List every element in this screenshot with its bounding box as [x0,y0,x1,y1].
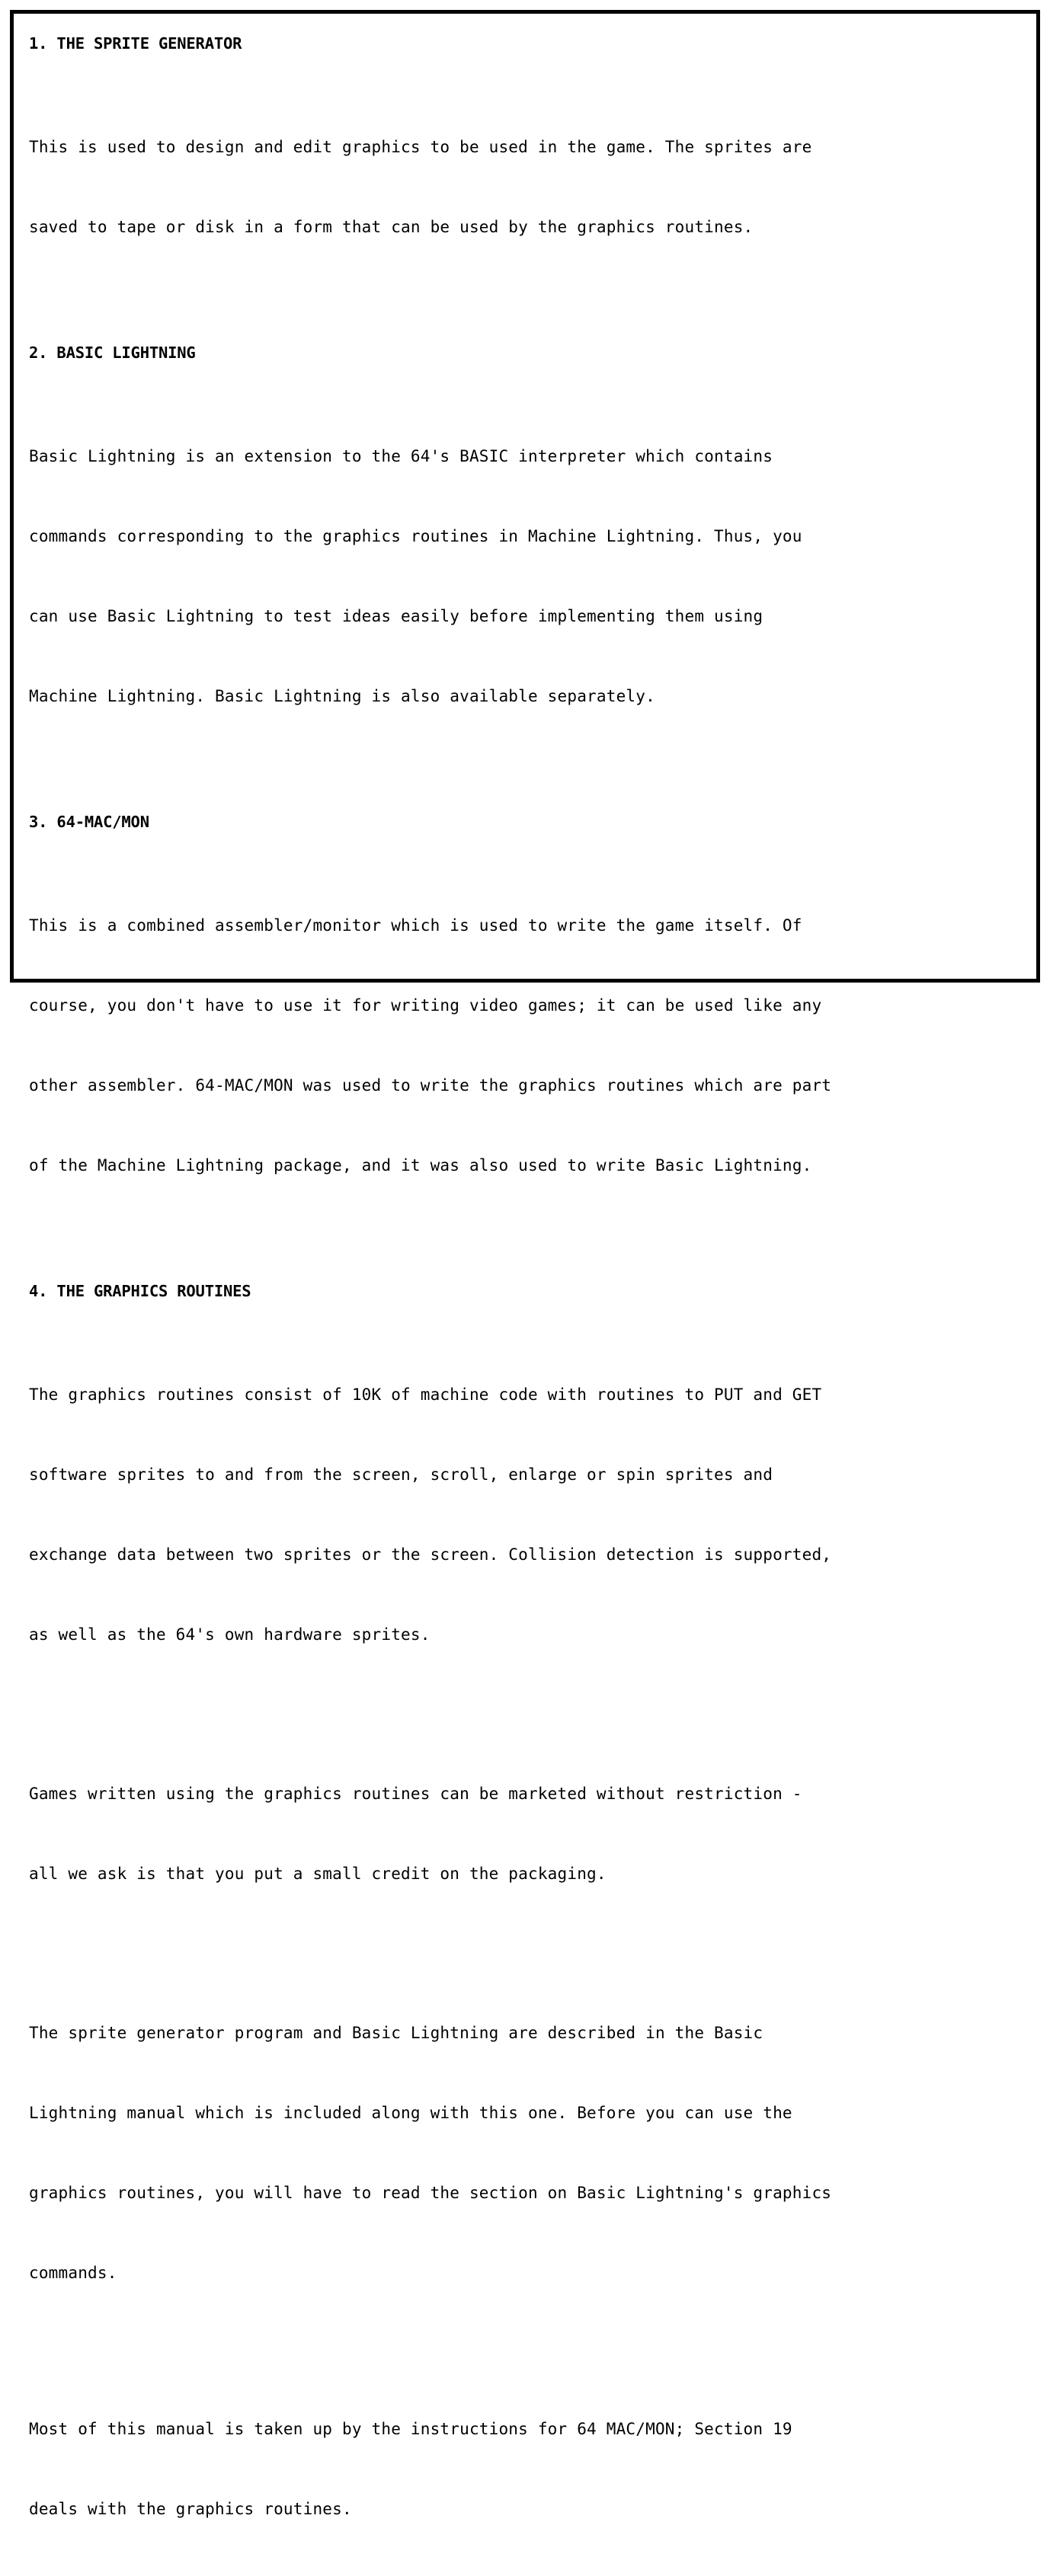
text-line: of the Machine Lightning package, and it was also used to write Basic Lightning. [29,1156,812,1175]
text-line: other assembler. 64-MAC/MON was used to write the graphics routines which are part [29,1076,832,1095]
heading-spacer [29,833,1029,859]
paragraph [29,1967,1029,2340]
text-line: commands. [29,2264,117,2282]
text-line: Games written using the graphics routines can be marketed without restriction - [29,1785,802,1803]
section-spacer [29,1232,1029,1280]
paragraph [29,859,1029,1232]
text-line: commands corresponding to the graphics routines in Machine Lightning. Thus, you [29,527,802,545]
text-line: deals with the graphics routines. [29,2500,352,2518]
section-spacer [29,294,1029,341]
section-heading: 3. 64-MAC/MON [29,813,149,831]
section-sprite-generator [29,32,1029,294]
section-spacer [29,763,1029,810]
text-line: all we ask is that you put a small credit on the packaging. [29,1865,607,1883]
heading-spacer [29,364,1029,390]
section-heading: 1. THE SPRITE GENERATOR [29,34,242,53]
paragraph [29,2363,1029,2576]
text-line: software sprites to and from the screen, scroll, enlarge or spin sprites and [29,1465,773,1484]
text-line: This is used to design and edit graphics to be used in the game. The sprites are [29,138,812,156]
paragraph-spacer [29,2340,1029,2363]
heading-spacer [29,55,1029,81]
paragraph-spacer [29,1941,1029,1967]
text-line: saved to tape or disk in a form that can be used by the graphics routines. [29,218,754,236]
text-line: as well as the 64's own hardware sprites. [29,1625,431,1644]
top-spacer [29,20,1029,32]
heading-spacer [29,1302,1029,1328]
section-basic-lightning [29,341,1029,763]
text-line: Most of this manual is taken up by the instructions for 64 MAC/MON; Section 19 [29,2420,792,2438]
section-graphics-routines [29,1280,1029,2576]
section-64-mac-mon [29,810,1029,1232]
text-line: Machine Lightning. Basic Lightning is also available separately. [29,687,655,705]
text-line: graphics routines, you will have to read the section on Basic Lightning's graphics [29,2184,832,2202]
paragraph [29,81,1029,294]
paragraph [29,390,1029,763]
document-text-body [29,20,1029,2518]
paragraph [29,1328,1029,1702]
text-line: can use Basic Lightning to test ideas easily before implementing them using [29,607,763,625]
text-line: The sprite generator program and Basic Lightning are described in the Basic [29,2024,763,2042]
text-line: Lightning manual which is included along with this one. Before you can use the [29,2104,792,2122]
document-border-frame [10,10,1040,2518]
text-line: Basic Lightning is an extension to the 64's BASIC interpreter which contains [29,447,773,465]
paragraph-spacer [29,1702,1029,1727]
text-line: This is a combined assembler/monitor which is used to write the game itself. Of [29,916,802,935]
section-heading: 2. BASIC LIGHTNING [29,344,196,362]
text-line: course, you don't have to use it for writing video games; it can be used like any [29,996,822,1015]
text-line: The graphics routines consist of 10K of machine code with routines to PUT and GET [29,1385,822,1404]
section-heading: 4. THE GRAPHICS ROUTINES [29,1282,251,1300]
paragraph [29,1727,1029,1941]
text-line: exchange data between two sprites or the screen. Collision detection is supported, [29,1545,832,1564]
